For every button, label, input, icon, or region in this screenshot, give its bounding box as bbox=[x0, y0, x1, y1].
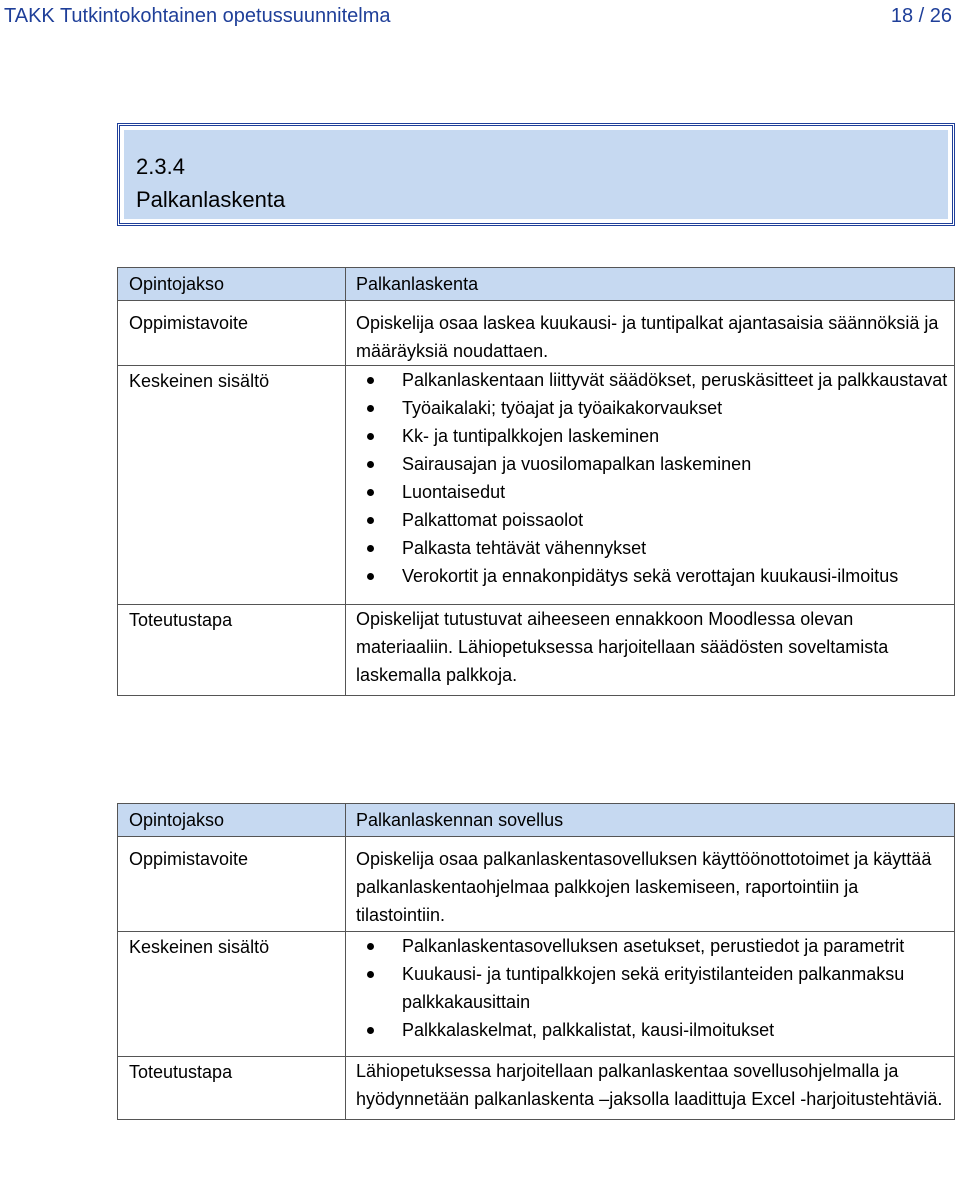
table-row bbox=[118, 301, 955, 366]
module-table-palkanlaskenta bbox=[117, 267, 955, 696]
sisalto-label: Keskeinen sisältö bbox=[118, 932, 346, 1057]
list-item: Työaikalaki; työajat ja työaikakorvaukset bbox=[402, 394, 948, 422]
oppimistavoite-value: Opiskelija osaa palkanlaskentasovelluksen käyttöönottotoimet ja käyttää palkanlaskentaohjelmaa palkkojen laskemiseen, raportointiin ja tilastointiin. bbox=[346, 837, 955, 932]
sisalto-label: Keskeinen sisältö bbox=[118, 366, 346, 605]
list-item: Palkanlaskentasovelluksen asetukset, perustiedot ja parametrit bbox=[402, 932, 948, 960]
section-heading bbox=[124, 130, 948, 219]
section-heading-box bbox=[117, 123, 955, 226]
toteutustapa-value: Lähiopetuksessa harjoitellaan palkanlaskentaa sovellusohjelmalla ja hyödynnetään palkanlaskenta –jaksolla laadittuja Excel -harjoitustehtäviä. bbox=[346, 1057, 955, 1120]
sisalto-list bbox=[356, 932, 948, 1044]
page-number: 18 / 26 bbox=[890, 5, 952, 27]
oppimistavoite-label: Oppimistavoite bbox=[118, 837, 346, 932]
table-row bbox=[118, 1057, 955, 1120]
sisalto-list bbox=[356, 366, 948, 590]
module-table-palkanlaskennan-sovellus bbox=[117, 803, 955, 1120]
list-item: Sairausajan ja vuosilomapalkan laskeminen bbox=[402, 450, 948, 478]
toteutustapa-label: Toteutustapa bbox=[118, 1057, 346, 1120]
list-item: Verokortit ja ennakonpidätys sekä verottajan kuukausi-ilmoitus bbox=[402, 562, 948, 590]
toteutustapa-value: Opiskelijat tutustuvat aiheeseen ennakkoon Moodlessa olevan materiaaliin. Lähiopetuksessa harjoitellaan säädösten soveltamista laskemalla palkkoja. bbox=[346, 605, 955, 696]
list-item: Palkanlaskentaan liittyvät säädökset, peruskäsitteet ja palkkaustavat bbox=[402, 366, 948, 394]
list-item: Palkkalaskelmat, palkkalistat, kausi-ilmoitukset bbox=[402, 1016, 948, 1044]
opintojakso-value: Palkanlaskenta bbox=[346, 268, 955, 301]
oppimistavoite-value: Opiskelija osaa laskea kuukausi- ja tuntipalkat ajantasaisia säännöksiä ja määräyksiä noudattaen. bbox=[346, 301, 955, 366]
toteutustapa-label: Toteutustapa bbox=[118, 605, 346, 696]
list-item: Kk- ja tuntipalkkojen laskeminen bbox=[402, 422, 948, 450]
table-row bbox=[118, 366, 955, 605]
opintojakso-label: Opintojakso bbox=[118, 804, 346, 837]
opintojakso-value: Palkanlaskennan sovellus bbox=[346, 804, 955, 837]
page-header bbox=[0, 0, 960, 34]
list-item: Palkattomat poissaolot bbox=[402, 506, 948, 534]
table-row bbox=[118, 605, 955, 696]
list-item: Palkasta tehtävät vähennykset bbox=[402, 534, 948, 562]
section-title: Palkanlaskenta bbox=[136, 187, 286, 212]
table-row bbox=[118, 932, 955, 1057]
list-item: Kuukausi- ja tuntipalkkojen sekä erityistilanteiden palkanmaksu palkkakausittain bbox=[402, 960, 948, 1016]
section-number: 2.3.4 bbox=[136, 154, 185, 179]
list-item: Luontaisedut bbox=[402, 478, 948, 506]
oppimistavoite-label: Oppimistavoite bbox=[118, 301, 346, 366]
document-title: TAKK Tutkintokohtainen opetussuunnitelma bbox=[4, 5, 391, 27]
sisalto-list-cell bbox=[346, 932, 955, 1057]
opintojakso-label: Opintojakso bbox=[118, 268, 346, 301]
sisalto-list-cell bbox=[346, 366, 955, 605]
table-row bbox=[118, 804, 955, 837]
table-row bbox=[118, 268, 955, 301]
table-row bbox=[118, 837, 955, 932]
